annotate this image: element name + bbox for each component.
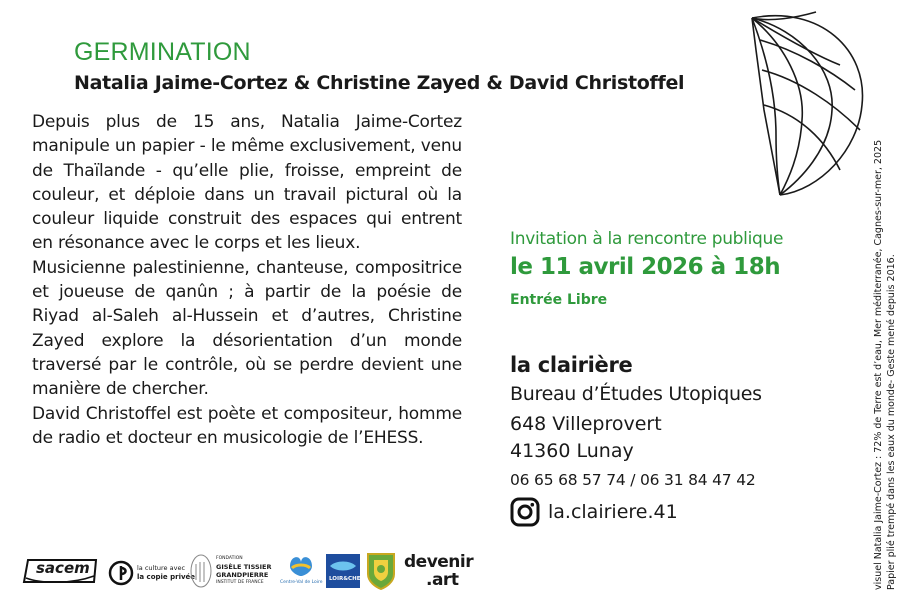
image-credit [872,130,898,590]
venue-name: la clairière [510,353,633,377]
devenir-art-logo [404,552,472,592]
event-date: le 11 avril 2026 à 18h [510,254,781,280]
description-paragraph-3: David Christoffel est poète et compositeur, homme de radio et docteur en musicologie de l’EHESS. [32,403,462,448]
venue-address-street: 648 Villeprovert [510,413,662,435]
region-text: Centre-Val de Loire [280,580,323,585]
instagram-link[interactable] [510,496,678,528]
sponsor-logos [22,548,472,594]
event-description [32,110,462,450]
image-credit-line-1: visuel Natalia Jaime-Cortez : 72% de Terre est d’eau, Mer méditerranée, Cagnes-sur-mer, 2025 [873,139,884,590]
commune-shield-logo [366,552,396,590]
venue-phones: 06 65 68 57 74 / 06 31 84 47 42 [510,471,756,489]
instagram-handle: la.clairiere.41 [548,501,678,523]
devenir-text: devenir [404,552,474,572]
copie-privee-logo [108,558,196,588]
fondation-text-1: FONDATION [216,556,243,561]
copie-privee-text-1: la culture avec [137,564,186,572]
copie-privee-text-2: la copie privée [137,573,196,581]
sacem-text: sacem [36,559,90,577]
sacem-logo [22,556,100,586]
loiretcher-text: LOIR&CHER [329,576,365,582]
event-artists: Natalia Jaime-Cortez & Christine Zayed & David Christoffel [74,72,685,94]
invitation-line: Invitation à la rencontre publique [510,229,784,249]
description-paragraph-1: Depuis plus de 15 ans, Natalia Jaime-Cortez manipule un papier - le même exclusivement, venu de Thaïlande - qu’elle plie, froisse, empreint de couleur, et déploie dans un travail pictural où la couleur liquide construit des espaces qui entrent en résonance avec le corps et les lieux. [32,112,462,254]
entry-info: Entrée Libre [510,292,608,308]
devenir-art-text: .art [426,570,459,590]
fondation-logo [190,554,280,590]
instagram-icon [510,497,540,527]
fondation-text-2: GISÈLE TISSIER [216,563,272,571]
image-credit-line-2: Papier plié trempé dans les eaux du monde- Geste mené depuis 2016. [886,254,897,590]
event-title: GERMINATION [74,38,251,66]
description-paragraph-2: Musicienne palestinienne, chanteuse, compositrice et joueuse de qanûn ; à partir de la poésie de Riyad al-Saleh al-Hussein et d’autres, Christine Zayed explore la désorientation d’un monde traversé par le contrôle, où se perdre devient une manière de chercher. [32,257,462,400]
region-logo [280,552,323,590]
venue-subtitle: Bureau d’Études Utopiques [510,383,762,405]
venue-address-city: 41360 Lunay [510,440,634,462]
concentric-arcs-graphic [740,10,870,200]
fondation-text-4: INSTITUT DE FRANCE [216,580,264,585]
fondation-text-3: GRANDPIERRE [216,571,269,579]
loiretcher-logo [326,554,365,588]
